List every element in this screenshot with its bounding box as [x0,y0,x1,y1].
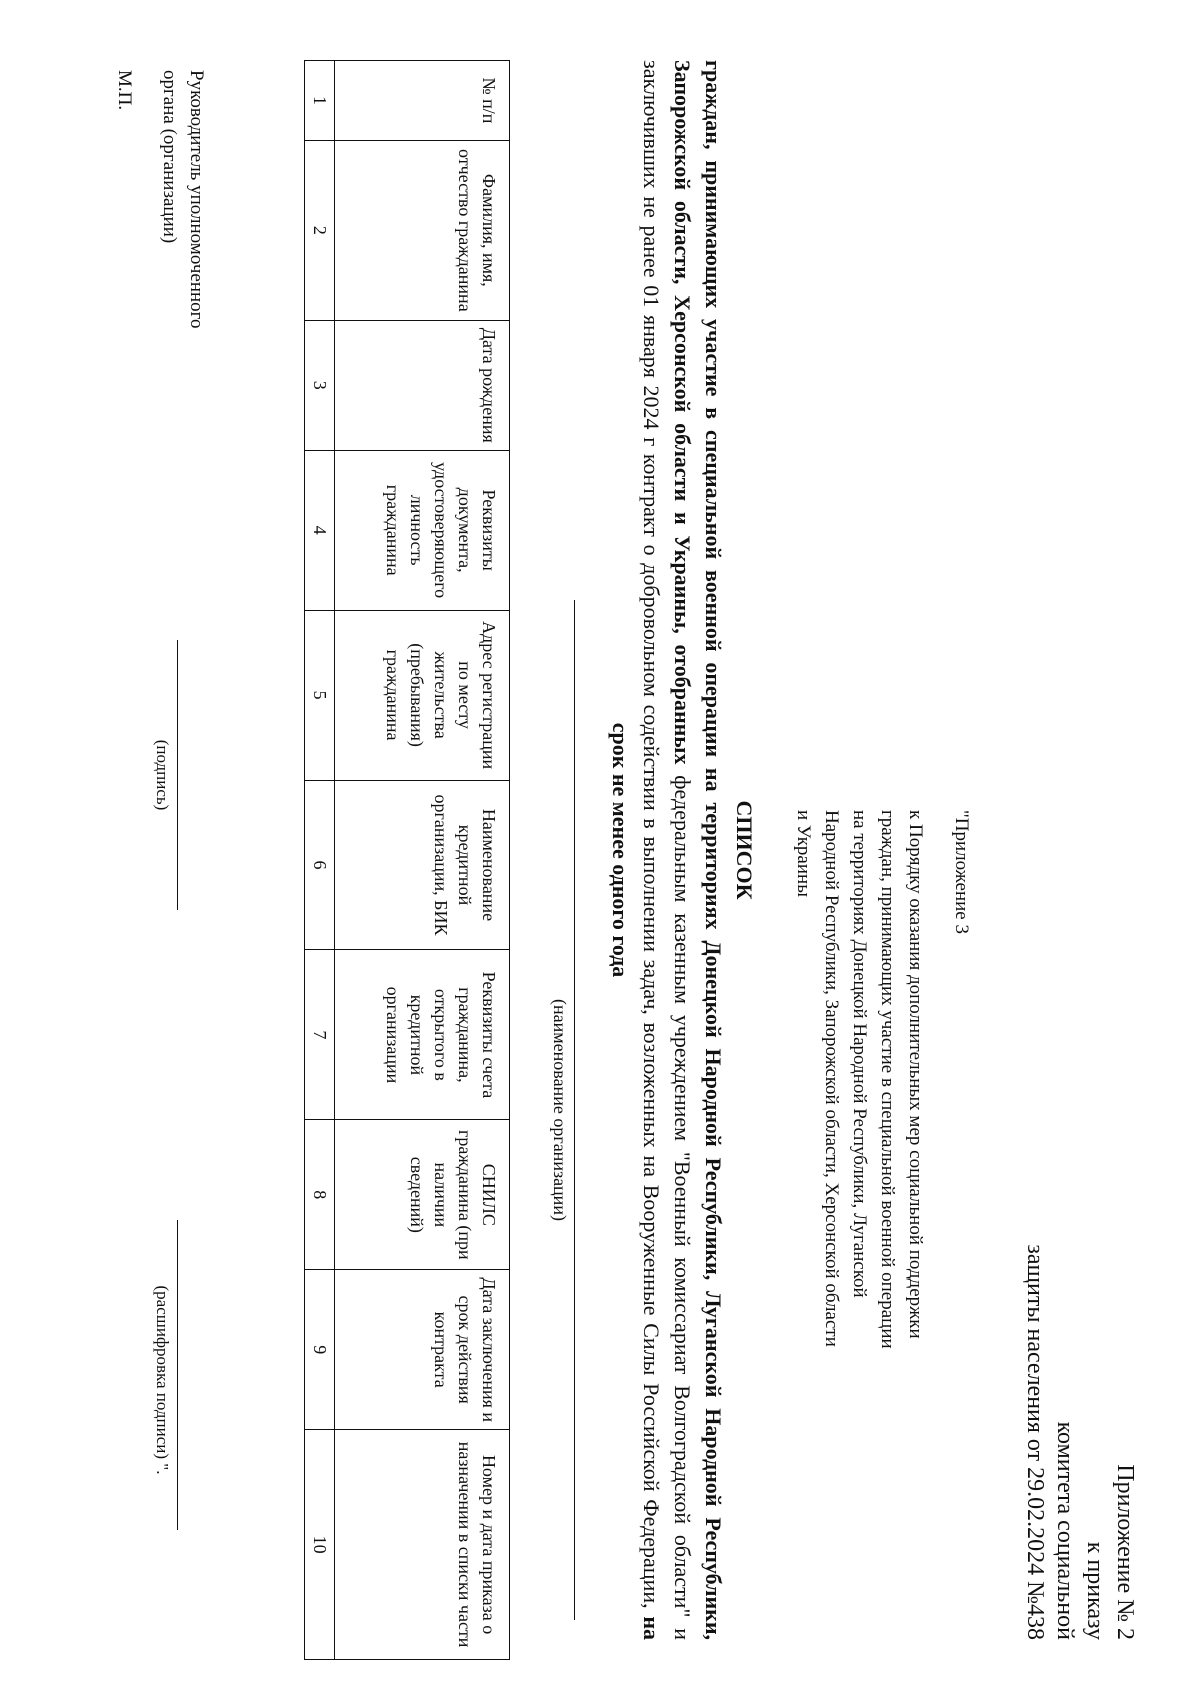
signature-caption: (подпись) [153,739,172,811]
organization-name-caption: (наименование организации) [550,999,570,1221]
column-header-birth-date: Дата рождения [335,320,510,450]
signatory-block [111,70,210,490]
column-header-snils: СНИЛС гражданина (при наличии сведений) [335,1120,510,1270]
organization-name-line [574,600,575,1620]
list-heading [605,60,760,1640]
list-title: СПИСОК [732,800,757,900]
column-number: 9 [305,1270,335,1430]
list-description [605,60,729,1640]
column-header-contract: Дата заключения и срок действия контракта [335,1270,510,1430]
appendix-2-header [1020,1200,1140,1640]
appendix-2-line: Приложение № 2 [1112,1464,1138,1640]
column-number: 5 [305,610,335,780]
column-number: 8 [305,1120,335,1270]
list-description-bold: граждан, принимающих участие в специальной военной операции на территориях Донецкой Народной Республики, Луганской Народной Республики, Запорожской области, Херсонской области и Украины, отобранных [670,60,726,1640]
list-description-term: на срок не менее одного года [608,722,664,1640]
column-header-number: № п/п [335,61,510,141]
appendix-2-line: комитета социальной [1052,1421,1078,1640]
column-number: 4 [305,450,335,610]
column-header-bank: Наименование кредитной организации, БИК [335,780,510,950]
column-header-id-document: Реквизиты документа, удостоверяющего личность гражданина [335,450,510,610]
column-number: 2 [305,140,335,320]
appendix-2-line: защиты населения от 29.02.2024 №438 [1022,1244,1048,1640]
column-number-row [305,61,335,1660]
column-header-order: Номер и дата приказа о назначении в списки части [335,1430,510,1660]
table-header-row [335,61,510,1660]
citizens-table [304,60,510,1660]
name-decoding-caption: (расшифровка подписи) ". [153,1285,172,1475]
column-header-address: Адрес регистрации по месту жительства (пребывания) гражданина [335,610,510,780]
column-number: 3 [305,320,335,450]
list-description-normal: федеральным казенным учреждением "Военный комиссариат Волгоградской области" и заключивших не ранее 01 января 2024 г контракт о добровольном содействии в выполнении задач, возложенных на Вооруженные Силы Российской Федерации, [639,60,695,1640]
column-header-account: Реквизиты счета гражданина, открытого в кредитной организации [335,950,510,1120]
column-number: 7 [305,950,335,1120]
column-header-full-name: Фамилия, имя, отчество гражданина [335,140,510,320]
seal-placeholder: М.П. [114,70,135,111]
appendix-3-label: "Приложение 3 [951,810,972,934]
rotated-document [30,40,1170,1660]
name-decoding-line [177,1220,178,1530]
column-number: 10 [305,1430,335,1660]
signatory-title: Руководитель уполномоченного органа (организации) [159,70,207,329]
signature-line [177,640,178,910]
column-number: 1 [305,61,335,141]
appendix-3-text: к Порядку оказания дополнительных мер социальной поддержки граждан, принимающих участие в специальной военной операции на территориях Донецкой Народной Республики, Луганской Народной Республики, Запорожской области, Херсонской области и Украины [793,810,926,1349]
column-number: 6 [305,780,335,950]
appendix-2-line: к приказу [1082,1541,1108,1640]
appendix-3-header [789,810,975,1350]
